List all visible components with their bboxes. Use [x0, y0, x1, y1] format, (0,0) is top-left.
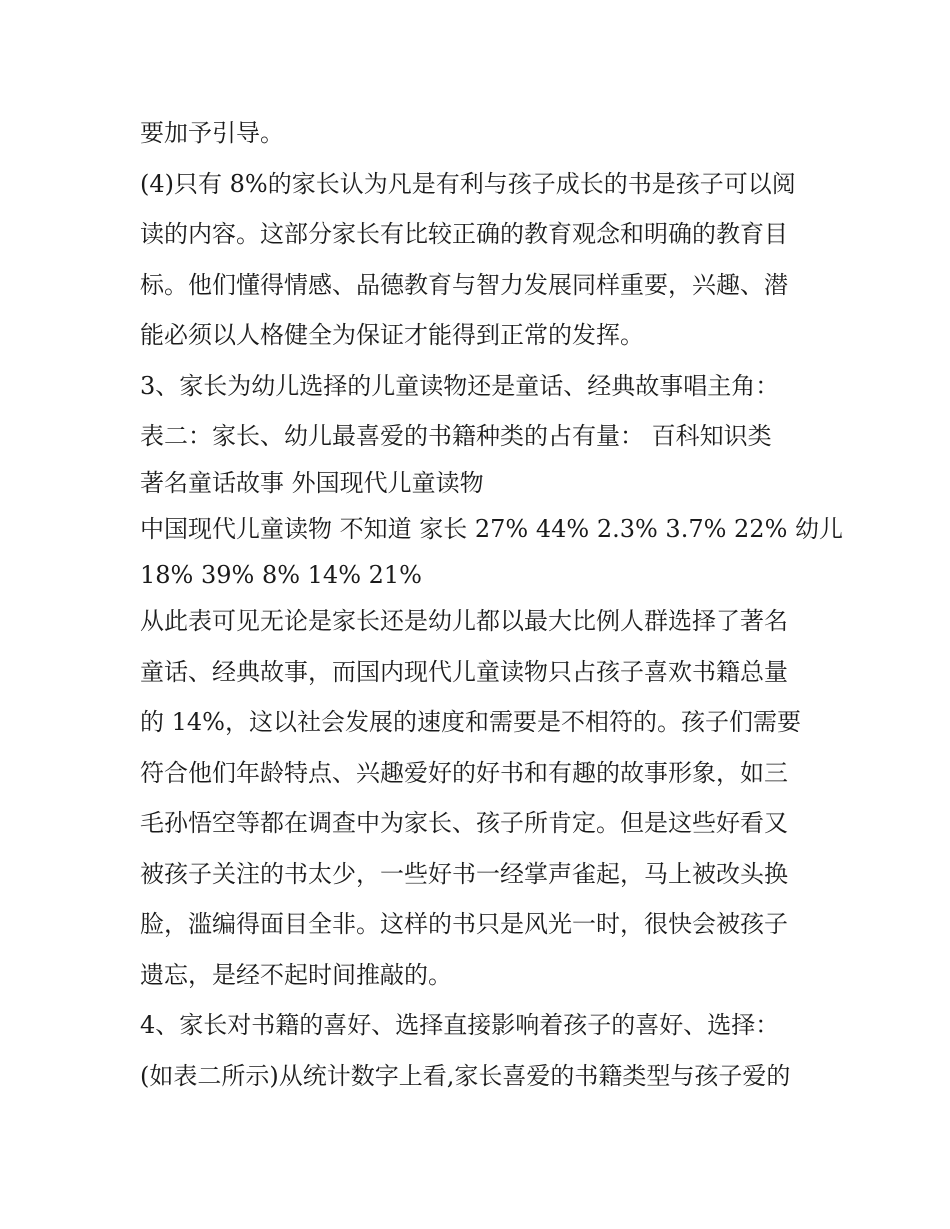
text-line: 毛孙悟空等都在调查中为家长、孩子所肯定。但是这些好看又: [140, 809, 788, 837]
document-body: [140, 108, 844, 1101]
text-line: 的 14%，这以社会发展的速度和需要是不相符的。孩子们需要: [140, 708, 801, 736]
text-line: 能必须以人格健全为保证才能得到正常的发挥。: [140, 321, 644, 349]
text-line: 符合他们年龄特点、兴趣爱好的好书和有趣的故事形象，如三: [140, 758, 788, 787]
table-caption: 表二：家长、幼儿最喜爱的书籍种类的占有量： 百科知识类: [140, 422, 772, 450]
text-line: 脸，滥编得面目全非。这样的书只是风光一时，很快会被孩子: [140, 910, 788, 938]
text-line: 童话、经典故事，而国内现代儿童读物只占孩子喜欢书籍总量: [140, 657, 788, 686]
text-line: 被孩子关注的书太少，一些好书一经掌声雀起，马上被改头换: [140, 859, 788, 888]
text-line: 要加予引导。: [140, 119, 284, 147]
text-line: 遗忘，是经不起时间推敲的。: [140, 960, 452, 989]
section-heading: 3、家长为幼儿选择的儿童读物还是童话、经典故事唱主角：: [140, 371, 780, 400]
text-line: 标。他们懂得情感、品德教育与智力发展同样重要，兴趣、潜: [140, 270, 788, 299]
text-line: 读的内容。这部分家长有比较正确的教育观念和明确的教育目: [140, 220, 788, 248]
table-text-line: 18% 39% 8% 14% 21%: [140, 561, 422, 589]
text-line: (4)只有 8%的家长认为凡是有利与孩子成长的书是孩子可以阅: [140, 169, 796, 198]
table-text-line: 中国现代儿童读物 不知道 家长 27% 44% 2.3% 3.7% 22% 幼儿: [140, 514, 844, 543]
section-heading: 4、家长对书籍的喜好、选择直接影响着孩子的喜好、选择：: [140, 1011, 780, 1039]
text-line: 从此表可见无论是家长还是幼儿都以最大比例人群选择了著名: [140, 607, 788, 635]
table-text-line: 著名童话故事 外国现代儿童读物: [140, 468, 484, 497]
text-line: (如表二所示)从统计数字上看,家长喜爱的书籍类型与孩子爱的: [140, 1061, 791, 1090]
